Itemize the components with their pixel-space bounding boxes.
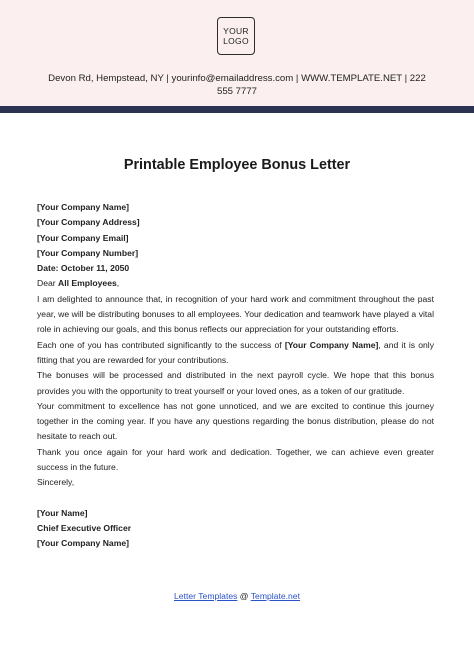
paragraph-2-prefix: Each one of you has contributed significantly to the success of <box>37 339 285 350</box>
signature-space <box>37 491 434 506</box>
footer-separator: @ <box>237 591 251 601</box>
contact-line-1: Devon Rd, Hempstead, NY | yourinfo@emailaddress.com | WWW.TEMPLATE.NET | 222 <box>48 73 426 84</box>
letterhead <box>0 0 474 106</box>
letter-templates-link[interactable]: Letter Templates <box>174 591 238 601</box>
company-number: [Your Company Number] <box>37 247 139 258</box>
paragraph-4: Your commitment to excellence has not gone unnoticed, and we are excited to continue this journey together in the coming year. If you have any questions regarding the bonus distribution, please do not hesitate to reach out. <box>37 400 434 442</box>
contact-info <box>30 72 444 98</box>
company-email: [Your Company Email] <box>37 232 129 243</box>
paragraph-2-suffix: , and it is only fitting that you are rewarded for your contributions. <box>37 339 435 365</box>
company-address: [Your Company Address] <box>37 217 140 228</box>
salutation-prefix: Dear <box>37 278 59 289</box>
salutation-name: All Employees <box>58 278 117 289</box>
header-divider-bar <box>0 106 474 113</box>
paragraph-2 <box>37 338 434 369</box>
logo-text-bottom: LOGO <box>223 36 249 46</box>
paragraph-3: The bonuses will be processed and distributed in the next payroll cycle. We hope that this bonus provides you with the opportunity to treat yourself or your loved ones, as a token of our gratitude. <box>37 370 434 396</box>
closing: Sincerely, <box>37 477 75 488</box>
letter-body <box>37 200 434 552</box>
footer-credit <box>0 591 474 601</box>
paragraph-2-company: [Your Company Name] <box>284 339 379 350</box>
letter-date: Date: October 11, 2050 <box>37 263 130 274</box>
document-title: Printable Employee Bonus Letter <box>123 157 351 173</box>
paragraph-1: I am delighted to announce that, in recognition of your hard work and commitment throughout the past year, we will be distributing bonuses to all employees. Your dedication and teamwork have played a vital role in achieving our goals, and this bonus reflects our appreciation for your outstanding efforts. <box>37 293 434 335</box>
logo-text-top: YOUR <box>223 26 249 36</box>
logo-placeholder <box>217 17 255 55</box>
contact-line-2: 555 7777 <box>216 86 257 97</box>
company-name: [Your Company Name] <box>37 202 129 212</box>
signer-name: [Your Name] <box>37 507 88 518</box>
paragraph-5: Thank you once again for your hard work and dedication. Together, we can achieve even greater success in the future. <box>37 446 434 473</box>
template-net-link[interactable]: Template.net <box>250 591 300 601</box>
salutation <box>37 276 434 291</box>
signer-company: [Your Company Name] <box>37 538 129 549</box>
salutation-suffix: , <box>116 278 120 289</box>
signer-title: Chief Executive Officer <box>37 522 132 533</box>
